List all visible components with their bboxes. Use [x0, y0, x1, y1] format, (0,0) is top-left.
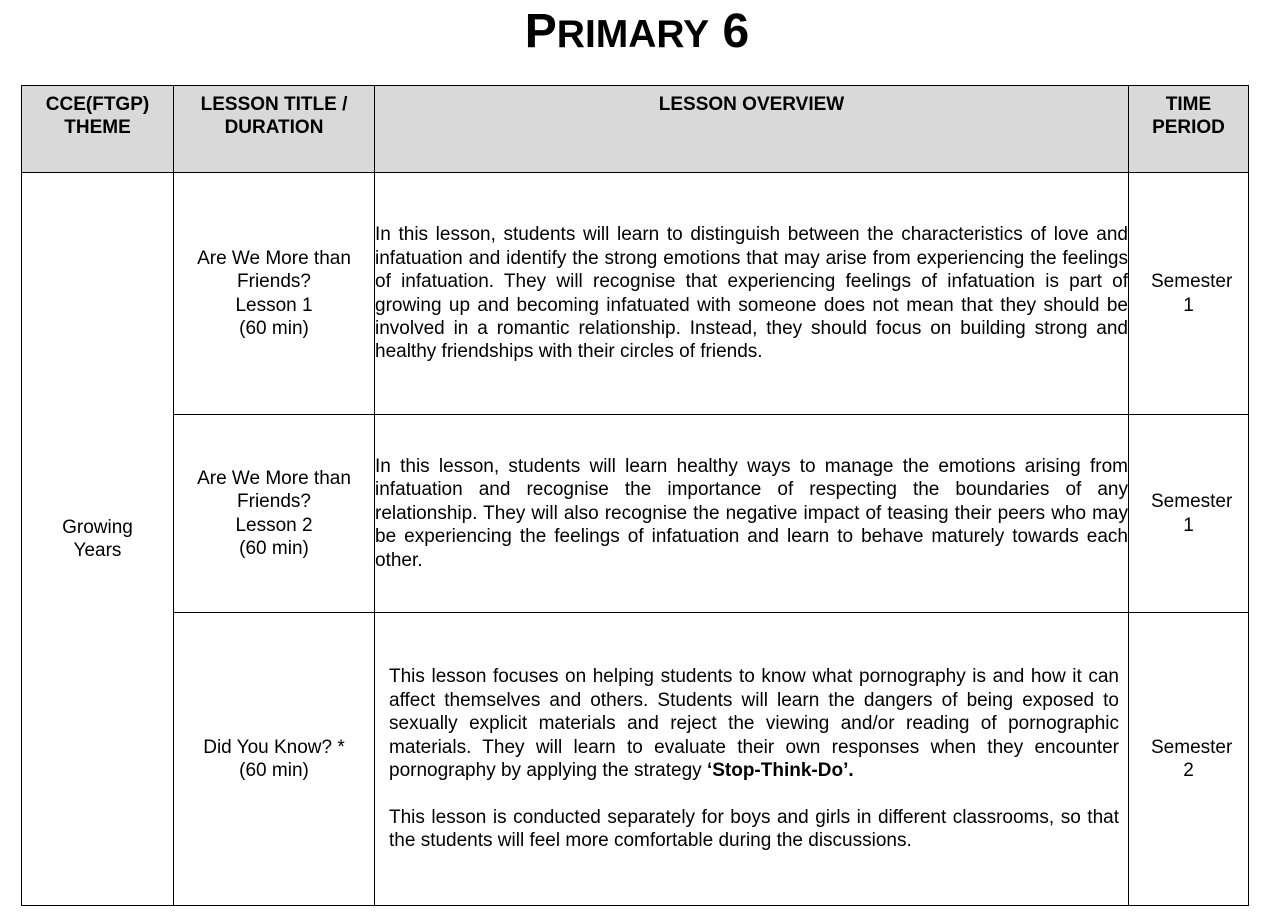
- lesson-overview-cell: [375, 415, 1129, 613]
- lesson-title-line: Are We More than Friends?: [197, 247, 351, 293]
- paragraph-spacer: [389, 782, 1119, 805]
- theme-cell: Growing Years: [22, 173, 174, 906]
- header-row: [22, 86, 1249, 173]
- curriculum-table: [21, 85, 1249, 906]
- table-row: [22, 173, 1249, 415]
- header-theme: CCE(FTGP) THEME: [22, 86, 174, 173]
- lesson-overview-note: This lesson is conducted separately for boys and girls in different classrooms, so that the students will feel more comfortable during the discussions.: [389, 806, 1119, 852]
- page-title-initial: P: [524, 5, 557, 58]
- lesson-overview-cell: [375, 613, 1129, 906]
- lesson-duration-line: (60 min): [239, 537, 309, 559]
- table-row: [22, 613, 1249, 906]
- lesson-title-line: Did You Know? *: [203, 736, 345, 758]
- lesson-overview-text-main: This lesson focuses on helping students to know what pornography is and how it can affect themselves and others. Students will learn the dangers of being exposed to sexually explicit materials and reject the viewing and/or reading of pornographic materials. They will learn to evaluate their own responses when they encounter pornography by applying the strategy: [389, 666, 1119, 781]
- lesson-title-cell: [174, 415, 375, 613]
- time-period-cell: Semester 1: [1129, 173, 1249, 415]
- strategy-name: ‘Stop-Think-Do’.: [706, 760, 854, 781]
- lesson-duration-line: (60 min): [239, 760, 309, 781]
- lesson-overview-text: In this lesson, students will learn healthy ways to manage the emotions arising from infatuation and recognise the importance of respecting the boundaries of any relationship. They will also recognise the negative impact of teasing their peers who may be experiencing the feelings of infatuation and learn to behave maturely towards each other.: [375, 455, 1128, 571]
- table-row: [22, 415, 1249, 613]
- time-period-cell: Semester 2: [1129, 613, 1249, 906]
- lesson-number-line: Lesson 2: [235, 514, 313, 536]
- header-overview: LESSON OVERVIEW: [375, 86, 1129, 173]
- page-title-number: 6: [722, 5, 750, 58]
- lesson-title-cell: [174, 173, 375, 415]
- lesson-duration-line: (60 min): [239, 317, 309, 339]
- lesson-overview-cell: [375, 173, 1129, 415]
- time-period-cell: Semester 1: [1129, 415, 1249, 613]
- lesson-overview-text: In this lesson, students will learn to distinguish between the characteristics of love and infatuation and identify the strong emotions that may arise from experiencing the feelings of infatuation. They will recognise that experiencing feelings of infatuation is part of growing up and becoming infatuated with someone does not mean that they should be involved in a romantic relationship. Instead, they should focus on building strong and healthy friendships with their circles of friends.: [375, 224, 1128, 363]
- lesson-title-line: Are We More than Friends?: [197, 467, 351, 513]
- lesson-number-line: Lesson 1: [235, 294, 313, 316]
- page-title: [0, 6, 1274, 61]
- header-time: TIME PERIOD: [1129, 86, 1249, 173]
- page-title-rest: RIMARY: [556, 13, 710, 56]
- header-lesson: LESSON TITLE / DURATION: [174, 86, 375, 173]
- lesson-title-cell: [174, 613, 375, 906]
- lesson-overview-text: [389, 665, 1119, 782]
